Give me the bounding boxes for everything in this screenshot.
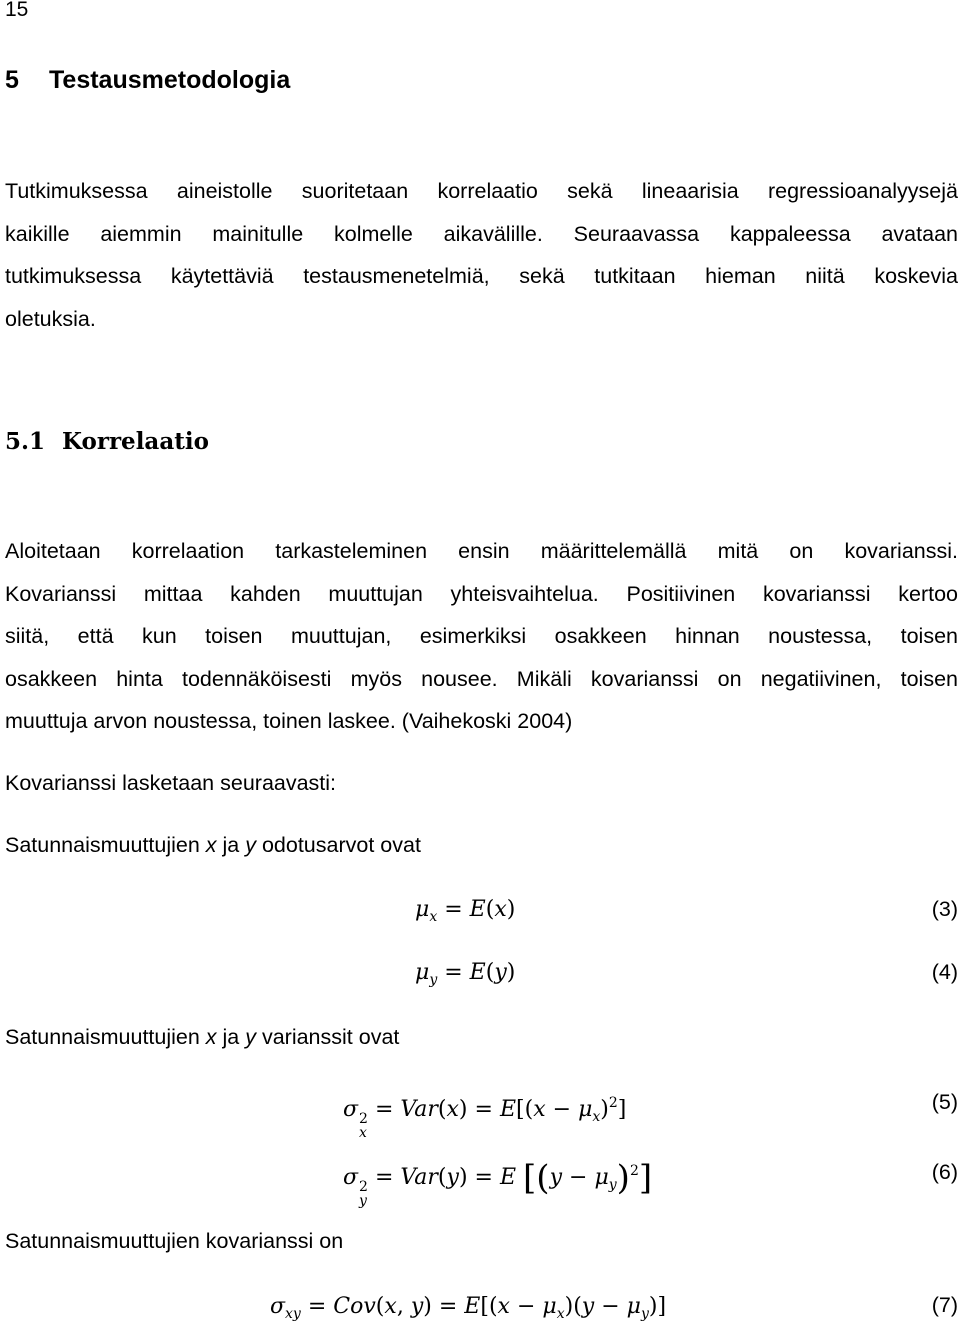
eq-symbol: μ xyxy=(415,897,430,922)
eq-paren: ) xyxy=(458,1165,468,1190)
eq-bracket: ] xyxy=(638,1158,653,1198)
eq-symbol: y xyxy=(494,960,507,985)
eq-subscript: xy xyxy=(285,1306,301,1322)
intro-paragraph xyxy=(5,170,958,340)
section-title-text: Korrelaatio xyxy=(62,428,209,455)
equation-number-4: (4) xyxy=(931,960,958,984)
equation-number-5: (5) xyxy=(931,1090,958,1114)
expectation-intro xyxy=(5,833,421,858)
eq-symbol: μ xyxy=(626,1294,641,1319)
equation-5 xyxy=(343,1088,626,1140)
eq-symbol: μ xyxy=(542,1294,557,1319)
intro-text: varianssit ovat xyxy=(255,1025,400,1049)
eq-symbol: Var xyxy=(400,1165,438,1190)
eq-paren: ) xyxy=(616,1158,630,1198)
eq-paren: ( xyxy=(375,1294,385,1319)
equation-number-3: (3) xyxy=(931,897,958,921)
eq-symbol: x xyxy=(497,1294,510,1319)
eq-subscript: y xyxy=(608,1177,617,1193)
chapter-title-text: Testausmetodologia xyxy=(49,66,291,94)
eq-bracket: [ xyxy=(516,1097,525,1122)
eq-symbol: μ xyxy=(578,1097,593,1122)
eq-symbol: x xyxy=(533,1097,546,1122)
covariance-formula-intro: Satunnaismuuttujien kovarianssi on xyxy=(5,1229,344,1253)
eq-paren: ) xyxy=(564,1294,574,1319)
eq-op: − xyxy=(516,1294,536,1319)
eq-op: = xyxy=(444,960,463,985)
eq-symbol: x xyxy=(494,897,507,922)
var-y: y xyxy=(245,1025,256,1049)
var-x: x xyxy=(205,1025,217,1049)
eq-op: = xyxy=(307,1294,327,1319)
eq-op: − xyxy=(601,1294,620,1319)
eq-op: = xyxy=(444,897,463,922)
variance-intro xyxy=(5,1025,399,1050)
eq-paren: ( xyxy=(573,1294,582,1319)
eq-op: = xyxy=(374,1165,394,1190)
intro-line: tutkimuksessa käytettäviä testausmenetelmiä, sekä tutkitaan hieman niitä koskevia xyxy=(5,264,958,288)
chapter-title xyxy=(5,66,290,95)
covariance-intro: Kovarianssi lasketaan seuraavasti: xyxy=(5,771,337,795)
eq-paren: ) xyxy=(506,897,516,922)
eq-paren: ) xyxy=(458,1097,468,1122)
eq-paren: ) xyxy=(648,1294,658,1319)
eq-symbol: E xyxy=(499,1165,517,1190)
eq-supsub xyxy=(359,1112,368,1140)
covariance-paragraph xyxy=(5,530,958,743)
eq-paren: ( xyxy=(485,897,495,922)
intro-text: ja xyxy=(216,1025,246,1049)
eq-bracket: [ xyxy=(480,1294,489,1319)
intro-text: Satunnaismuuttujien xyxy=(5,1025,206,1049)
eq-op: = xyxy=(474,1165,493,1190)
eq-paren: ( xyxy=(536,1158,550,1198)
eq-paren: ( xyxy=(488,1294,498,1319)
body-line: Aloitetaan korrelaation tarkasteleminen ensin määrittelemällä mitä on kovarianssi. xyxy=(5,539,958,563)
intro-text: ja xyxy=(216,833,246,857)
eq-symbol: μ xyxy=(415,960,430,985)
eq-symbol: E xyxy=(499,1097,517,1122)
eq-subscript: y xyxy=(640,1306,649,1322)
eq-paren: ) xyxy=(506,960,516,985)
equation-7 xyxy=(270,1292,666,1329)
eq-op: − xyxy=(552,1097,572,1122)
eq-symbol: E xyxy=(469,960,486,985)
equation-number-7: (7) xyxy=(931,1293,958,1317)
body-line: Kovarianssi mittaa kahden muuttujan yhteisvaihtelua. Positiivinen kovarianssi kertoo xyxy=(5,581,958,606)
eq-op: = xyxy=(438,1294,458,1319)
eq-bracket: [ xyxy=(523,1158,537,1198)
eq-superscript: 2 xyxy=(359,1111,368,1127)
eq-paren: ( xyxy=(437,1097,447,1122)
eq-symbol: y xyxy=(549,1165,562,1190)
equation-3 xyxy=(415,895,515,932)
eq-subscript: x xyxy=(556,1306,565,1322)
intro-line: kaikille aiemmin mainitulle kolmelle aikavälille. Seuraavassa kappaleessa avataan xyxy=(5,221,958,246)
eq-paren: ( xyxy=(524,1097,534,1122)
eq-subscript: y xyxy=(359,1193,367,1209)
var-x: x xyxy=(205,833,217,857)
eq-op: = xyxy=(474,1097,493,1122)
eq-symbol: y xyxy=(581,1294,595,1319)
eq-symbol: Var xyxy=(400,1097,438,1122)
page-number: 15 xyxy=(5,0,29,21)
eq-subscript: x xyxy=(592,1109,601,1125)
eq-symbol: μ xyxy=(594,1165,609,1190)
intro-text: Satunnaismuuttujien xyxy=(5,833,206,857)
eq-symbol: x xyxy=(446,1097,459,1122)
eq-op: = xyxy=(374,1097,394,1122)
eq-subscript: y xyxy=(429,972,438,988)
eq-paren: ) xyxy=(423,1294,432,1319)
chapter-number: 5 xyxy=(5,66,19,94)
eq-paren: ( xyxy=(485,960,495,985)
eq-op: − xyxy=(569,1165,588,1190)
var-y: y xyxy=(245,833,256,857)
eq-symbol: y xyxy=(410,1294,424,1319)
section-number: 5.1 xyxy=(5,428,46,455)
eq-subscript: x xyxy=(429,909,438,925)
intro-line: oletuksia. xyxy=(5,306,96,331)
eq-comma: , xyxy=(396,1294,404,1319)
eq-symbol: σ xyxy=(343,1165,359,1190)
eq-subscript: x xyxy=(359,1125,367,1141)
eq-superscript: 2 xyxy=(629,1163,639,1179)
body-line: muuttuja arvon noustessa, toinen laskee. (Vaihekoski 2004) xyxy=(5,709,573,733)
body-line: osakkeen hinta todennäköisesti myös nousee. Mikäli kovarianssi on negatiivinen, toisen xyxy=(5,666,958,691)
eq-symbol: Cov xyxy=(333,1294,376,1319)
eq-paren: ) xyxy=(600,1097,609,1122)
eq-superscript: 2 xyxy=(359,1179,368,1195)
eq-symbol: x xyxy=(384,1294,397,1319)
eq-supsub xyxy=(359,1180,368,1208)
intro-text: odotusarvot ovat xyxy=(255,833,421,857)
equation-4 xyxy=(415,958,515,995)
section-title xyxy=(5,428,209,455)
body-line: siitä, että kun toisen muuttujan, esimerkiksi osakkeen hinnan noustessa, toisen xyxy=(5,624,958,648)
eq-paren: ( xyxy=(437,1165,447,1190)
eq-bracket: ] xyxy=(657,1294,667,1319)
eq-bracket: ] xyxy=(617,1097,627,1122)
equation-number-6: (6) xyxy=(931,1160,958,1184)
eq-superscript: 2 xyxy=(608,1095,618,1111)
eq-symbol: y xyxy=(446,1165,459,1190)
equation-6 xyxy=(343,1156,652,1208)
eq-symbol: σ xyxy=(343,1097,359,1122)
intro-line: Tutkimuksessa aineistolle suoritetaan korrelaatio sekä lineaarisia regressioanalyysejä xyxy=(5,179,958,203)
eq-symbol: σ xyxy=(270,1294,286,1319)
eq-symbol: E xyxy=(469,897,486,922)
eq-symbol: E xyxy=(464,1294,481,1319)
